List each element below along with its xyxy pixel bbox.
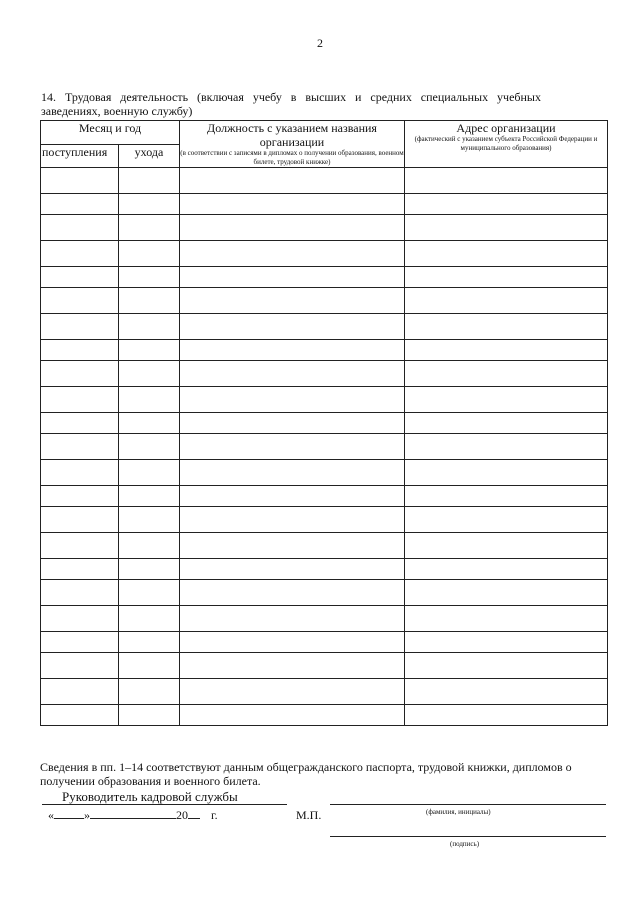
table-row: [41, 314, 608, 340]
header-start: поступления: [41, 144, 119, 168]
cell-address[interactable]: [405, 194, 608, 215]
cell-position[interactable]: [180, 559, 405, 580]
header-address-label: Адрес организации: [456, 121, 556, 135]
work-history-table: [40, 120, 608, 726]
cell-address[interactable]: [405, 486, 608, 507]
cell-address[interactable]: [405, 413, 608, 434]
cell-position[interactable]: [180, 241, 405, 267]
cell-end[interactable]: [119, 507, 180, 533]
cell-address[interactable]: [405, 168, 608, 194]
month-field[interactable]: [90, 818, 176, 819]
cell-start[interactable]: [41, 460, 119, 486]
table-row: [41, 653, 608, 679]
cell-end[interactable]: [119, 215, 180, 241]
table-row: [41, 580, 608, 606]
cell-position[interactable]: [180, 314, 405, 340]
cell-start[interactable]: [41, 533, 119, 559]
table-row: [41, 486, 608, 507]
header-position: [180, 121, 405, 168]
cell-position[interactable]: [180, 288, 405, 314]
cell-address[interactable]: [405, 215, 608, 241]
cell-position[interactable]: [180, 413, 405, 434]
cell-address[interactable]: [405, 679, 608, 705]
section-title: 14. Трудовая деятельность (включая учебу в высших и средних специальных учебных заведениях, военную службу): [41, 90, 541, 118]
hr-head-rule: [42, 804, 287, 805]
cell-start[interactable]: [41, 434, 119, 460]
cell-start[interactable]: [41, 606, 119, 632]
cell-end[interactable]: [119, 314, 180, 340]
table-row: [41, 168, 608, 194]
signature-rule[interactable]: [330, 836, 606, 837]
cell-end[interactable]: [119, 653, 180, 679]
cell-address[interactable]: [405, 606, 608, 632]
cell-position[interactable]: [180, 653, 405, 679]
cell-start[interactable]: [41, 241, 119, 267]
cell-start[interactable]: [41, 653, 119, 679]
table-row: [41, 434, 608, 460]
table-row: [41, 559, 608, 580]
signature-caption: (подпись): [450, 840, 480, 848]
cell-end[interactable]: [119, 288, 180, 314]
cell-address[interactable]: [405, 705, 608, 726]
cell-address[interactable]: [405, 460, 608, 486]
cell-position[interactable]: [180, 168, 405, 194]
cell-start[interactable]: [41, 267, 119, 288]
cell-address[interactable]: [405, 559, 608, 580]
cell-position[interactable]: [180, 486, 405, 507]
cell-start[interactable]: [41, 559, 119, 580]
cell-end[interactable]: [119, 241, 180, 267]
cell-position[interactable]: [180, 215, 405, 241]
table-row: [41, 413, 608, 434]
cell-end[interactable]: [119, 606, 180, 632]
header-address-note: (фактический с указанием субъекта Российской Федерации и муниципального образования): [414, 135, 598, 152]
cell-start[interactable]: [41, 705, 119, 726]
cell-start[interactable]: [41, 288, 119, 314]
footer-statement: Сведения в пп. 1–14 соответствуют данным общегражданского паспорта, трудовой книжки, дипломов о получении образования и военного билета.: [40, 760, 572, 788]
cell-start[interactable]: [41, 486, 119, 507]
name-rule[interactable]: [330, 804, 606, 805]
date-line: [48, 808, 218, 823]
cell-position[interactable]: [180, 194, 405, 215]
cell-start[interactable]: [41, 507, 119, 533]
cell-end[interactable]: [119, 559, 180, 580]
cell-end[interactable]: [119, 460, 180, 486]
date-open-quote: «: [48, 808, 54, 822]
cell-start[interactable]: [41, 387, 119, 413]
cell-start[interactable]: [41, 314, 119, 340]
cell-address[interactable]: [405, 434, 608, 460]
cell-address[interactable]: [405, 632, 608, 653]
table-row: [41, 387, 608, 413]
cell-position[interactable]: [180, 387, 405, 413]
table-row: [41, 705, 608, 726]
cell-end[interactable]: [119, 194, 180, 215]
cell-position[interactable]: [180, 340, 405, 361]
table-row: [41, 340, 608, 361]
header-position-label: Должность с указанием названия организации: [207, 121, 377, 149]
date-close-quote: »: [84, 808, 90, 822]
table-row: [41, 460, 608, 486]
cell-start[interactable]: [41, 632, 119, 653]
cell-end[interactable]: [119, 679, 180, 705]
header-end: ухода: [119, 144, 180, 168]
cell-position[interactable]: [180, 606, 405, 632]
cell-end[interactable]: [119, 486, 180, 507]
cell-address[interactable]: [405, 361, 608, 387]
name-caption: (фамилия, инициалы): [426, 808, 491, 816]
cell-start[interactable]: [41, 580, 119, 606]
hr-head-label: Руководитель кадровой службы: [62, 789, 238, 804]
cell-position[interactable]: [180, 533, 405, 559]
cell-address[interactable]: [405, 507, 608, 533]
cell-address[interactable]: [405, 314, 608, 340]
table-row: [41, 194, 608, 215]
cell-position[interactable]: [180, 632, 405, 653]
header-month-year: Месяц и год: [41, 121, 180, 145]
cell-position[interactable]: [180, 679, 405, 705]
header-address: [405, 121, 608, 168]
day-field[interactable]: [54, 818, 84, 819]
table-row: [41, 632, 608, 653]
cell-position[interactable]: [180, 507, 405, 533]
header-position-note: (в соответствии с записями в дипломах о получении образования, военном билете, трудовой книжке): [180, 149, 404, 166]
cell-start[interactable]: [41, 215, 119, 241]
cell-end[interactable]: [119, 434, 180, 460]
cell-start[interactable]: [41, 679, 119, 705]
cell-address[interactable]: [405, 241, 608, 267]
cell-position[interactable]: [180, 361, 405, 387]
cell-position[interactable]: [180, 580, 405, 606]
table-row: [41, 267, 608, 288]
cell-address[interactable]: [405, 580, 608, 606]
cell-address[interactable]: [405, 653, 608, 679]
page-number: 2: [317, 36, 323, 50]
cell-end[interactable]: [119, 387, 180, 413]
cell-position[interactable]: [180, 460, 405, 486]
cell-start[interactable]: [41, 194, 119, 215]
table-row: [41, 361, 608, 387]
cell-end[interactable]: [119, 168, 180, 194]
cell-address[interactable]: [405, 288, 608, 314]
cell-end[interactable]: [119, 632, 180, 653]
cell-end[interactable]: [119, 580, 180, 606]
table-row: [41, 241, 608, 267]
cell-position[interactable]: [180, 434, 405, 460]
table-row: [41, 288, 608, 314]
table-row: [41, 507, 608, 533]
stamp-label: М.П.: [296, 808, 322, 822]
cell-start[interactable]: [41, 361, 119, 387]
cell-end[interactable]: [119, 361, 180, 387]
table-row: [41, 679, 608, 705]
cell-end[interactable]: [119, 413, 180, 434]
table-row: [41, 606, 608, 632]
cell-end[interactable]: [119, 340, 180, 361]
cell-address[interactable]: [405, 340, 608, 361]
year-suffix: г.: [211, 808, 218, 822]
cell-address[interactable]: [405, 387, 608, 413]
table-row: [41, 533, 608, 559]
cell-address[interactable]: [405, 533, 608, 559]
cell-address[interactable]: [405, 267, 608, 288]
cell-end[interactable]: [119, 267, 180, 288]
cell-start[interactable]: [41, 340, 119, 361]
year-field[interactable]: [188, 818, 200, 819]
cell-end[interactable]: [119, 533, 180, 559]
cell-start[interactable]: [41, 168, 119, 194]
cell-end[interactable]: [119, 705, 180, 726]
table-body: [41, 168, 608, 726]
cell-position[interactable]: [180, 267, 405, 288]
cell-position[interactable]: [180, 705, 405, 726]
cell-start[interactable]: [41, 413, 119, 434]
year-prefix: 20: [176, 808, 188, 822]
table-row: [41, 215, 608, 241]
